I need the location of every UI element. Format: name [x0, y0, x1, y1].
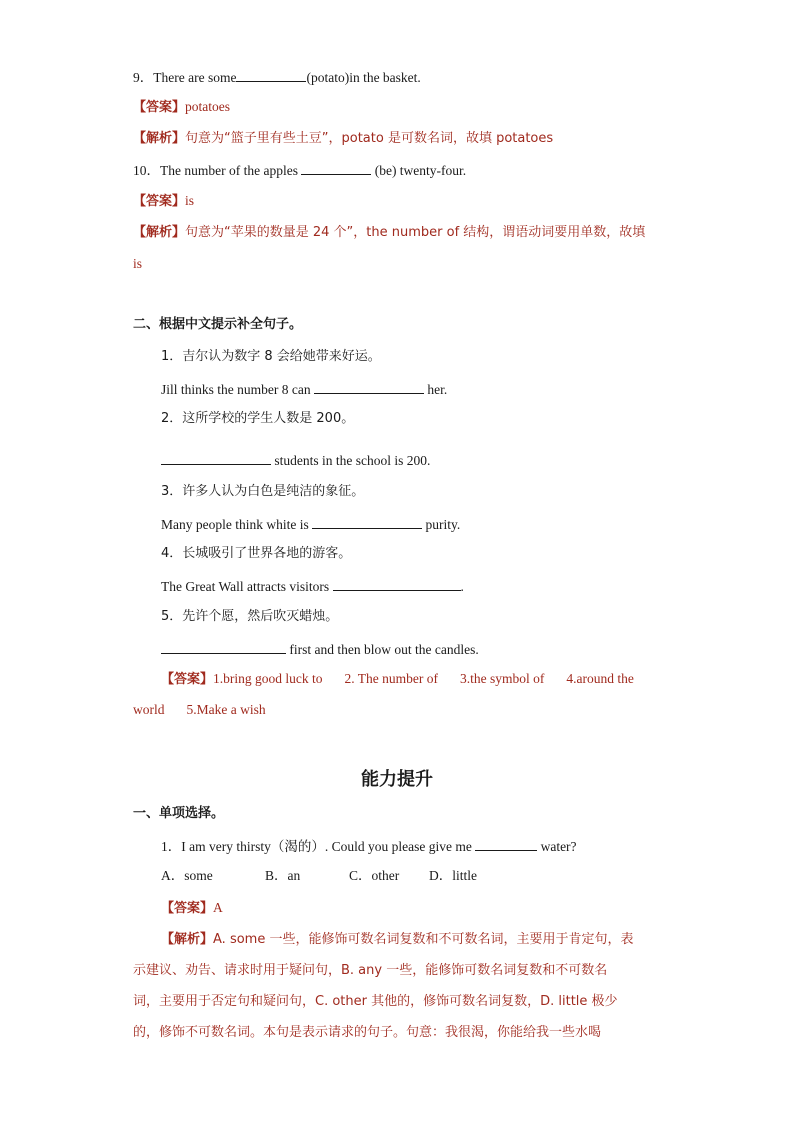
part2-item5-blank[interactable] — [161, 639, 286, 654]
part2-item3-prefix: Many people think white is — [161, 517, 309, 532]
q9-stem — [133, 67, 421, 87]
part2-answer-1: 1.bring good luck to — [213, 671, 323, 686]
part3-q1-stem-prefix: 1．I am very thirsty（渴的）. Could you please give me — [161, 839, 472, 854]
part2-item3-cn: 3．许多人认为白色是纯洁的象征。 — [161, 484, 365, 499]
q10-blank[interactable] — [301, 160, 371, 175]
part3-q1-analysis-line2: 示建议、劝告、请求时用于疑问句，B. any 一些，能修饰可数名词复数和不可数名 — [133, 963, 608, 978]
q9-answer-tag: 【答案】 — [133, 100, 186, 115]
part3-q1-analysis-line1 — [161, 930, 633, 949]
part2-item2-suffix: students in the school is 200. — [274, 453, 431, 468]
q10-analysis-tag: 【解析】 — [133, 225, 186, 240]
part2-item4-suffix: . — [460, 579, 464, 594]
q10-answer-tag: 【答案】 — [133, 194, 186, 209]
part3-q1-analysis-tag: 【解析】 — [161, 932, 214, 947]
part2-item5-cn: 5．先许个愿，然后吹灭蜡烛。 — [161, 609, 339, 624]
part3-q1-option-a[interactable]: A．some — [161, 868, 213, 883]
part3-q1-answer — [161, 899, 223, 918]
q10-analysis-text: 句意为“苹果的数量是 24 个”，the number of 结构，谓语动词要用单数，故填 — [185, 225, 646, 240]
part3-q1-stem — [161, 836, 577, 856]
part2-item2-cn: 2．这所学校的学生人数是 200。 — [161, 411, 355, 426]
q9-number: 9． — [133, 70, 154, 85]
q10-analysis-line2: is — [133, 256, 143, 271]
part2-answer-3: 3.the symbol of — [460, 671, 545, 686]
q9-answer-value: potatoes — [185, 99, 231, 114]
part2-item3-blank[interactable] — [312, 514, 422, 529]
part3-q1-options — [161, 867, 477, 885]
part3-q1-stem-suffix: water? — [540, 839, 577, 854]
part3-q1-blank[interactable] — [475, 836, 537, 851]
q10-analysis-line1 — [133, 223, 645, 242]
part3-q1-analysis-text1: A. some 一些，能修饰可数名词复数和不可数名词，主要用于肯定句，表 — [213, 932, 634, 947]
part2-answer-line1 — [161, 670, 634, 689]
part2-answer-5: 5.Make a wish — [186, 702, 266, 717]
part2-item4-cn: 4．长城吸引了世界各地的游客。 — [161, 546, 352, 561]
q9-blank[interactable] — [236, 67, 306, 82]
q9-prefix: There are some — [153, 70, 237, 85]
part2-item4-prefix: The Great Wall attracts visitors — [161, 579, 330, 594]
q10-prefix: The number of the apples — [160, 163, 298, 178]
part2-item4-en — [161, 576, 464, 596]
part3-q1-option-c[interactable]: C．other — [349, 868, 400, 883]
part2-item1-prefix: Jill thinks the number 8 can — [161, 382, 311, 397]
q10-number: 10． — [133, 163, 160, 178]
q9-answer — [133, 98, 230, 117]
part2-answer-line2 — [133, 701, 266, 719]
part3-heading: 一、单项选择。 — [133, 806, 225, 821]
part2-item3-en — [161, 514, 460, 534]
part2-answer-2: 2. The number of — [344, 671, 438, 686]
q9-analysis-tag: 【解析】 — [133, 131, 186, 146]
q9-analysis — [133, 129, 553, 148]
part2-item5-en — [161, 639, 479, 659]
part2-item4-blank[interactable] — [333, 576, 461, 591]
part3-q1-analysis-line3: 词，主要用于否定句和疑问句，C. other 其他的，修饰可数名词复数，D. little 极少 — [133, 994, 618, 1009]
part2-item3-suffix: purity. — [425, 517, 461, 532]
part2-answer-4-cont: world — [133, 702, 165, 717]
q10-answer-value: is — [185, 193, 195, 208]
q10-answer — [133, 192, 194, 211]
part2-item1-suffix: her. — [427, 382, 448, 397]
q10-stem — [133, 160, 466, 180]
part3-q1-option-b[interactable]: B．an — [265, 868, 301, 883]
part2-item1-en — [161, 379, 447, 399]
part2-item2-blank[interactable] — [161, 450, 271, 465]
part3-q1-answer-tag: 【答案】 — [161, 901, 214, 916]
q9-suffix: (potato)in the basket. — [306, 70, 421, 85]
part2-answer-4: 4.around the — [566, 671, 634, 686]
section-title: 能力提升 — [361, 769, 433, 790]
part2-item1-cn: 1．吉尔认为数字 8 会给她带来好运。 — [161, 349, 381, 364]
part2-answer-tag: 【答案】 — [161, 672, 214, 687]
part2-item5-suffix: first and then blow out the candles. — [289, 642, 479, 657]
q9-analysis-text: 句意为“篮子里有些土豆”，potato 是可数名词，故填 potatoes — [185, 131, 554, 146]
part3-q1-option-d[interactable]: D．little — [429, 868, 477, 883]
part3-q1-answer-value: A — [213, 900, 223, 915]
part2-item1-blank[interactable] — [314, 379, 424, 394]
part2-heading: 二、根据中文提示补全句子。 — [133, 317, 303, 332]
part3-q1-analysis-line4: 的，修饰不可数名词。本句是表示请求的句子。句意：我很渴，你能给我一些水喝 — [133, 1025, 602, 1040]
part2-item2-en — [161, 450, 430, 470]
q10-suffix: (be) twenty-four. — [374, 163, 467, 178]
